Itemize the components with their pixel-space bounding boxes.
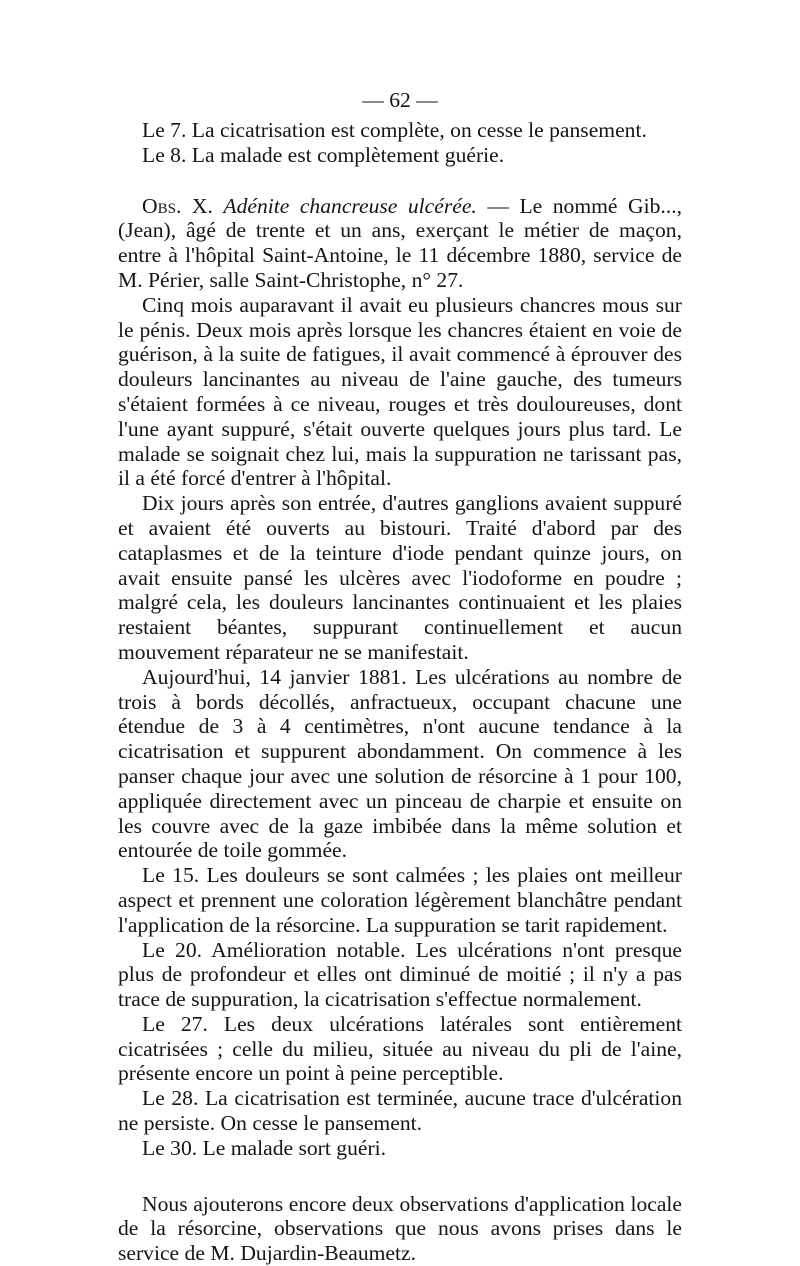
- paragraph-admission: Dix jours après son entrée, d'autres ganglions avaient suppuré et avaient été ouverts au bistouri. Traité d'abord par des cataplasmes et de la teinture d'iode pendant quinze jours, on avait ensuite pansé les ulcères avec l'iodoforme en poudre ; malgré cela, les douleurs lancinantes continuaient et les plaies restaient béantes, suppurant continuellement et aucun mouvement réparateur ne se manifestait.: [118, 491, 682, 664]
- paragraph-day-27: Le 27. Les deux ulcérations latérales sont entièrement cicatrisées ; celle du milieu, située au niveau du pli de l'aine, présente encore un point à peine perceptible.: [118, 1011, 682, 1086]
- paragraph-day-15: Le 15. Les douleurs se sont calmées ; les plaies ont meilleur aspect et prennent une coloration légèrement blanchâtre pendant l'application de la résorcine. La suppuration se tarit rapidement.: [118, 863, 682, 937]
- book-page: [118, 82, 682, 1266]
- paragraph-day-8: Le 8. La malade est complètement guérie.: [142, 142, 505, 167]
- observation-label: Obs. X.: [142, 193, 213, 218]
- paragraph-day-30: Le 30. Le malade sort guéri.: [142, 1135, 387, 1160]
- page-number: — 62 —: [362, 88, 438, 112]
- spacer: [118, 168, 682, 194]
- observation-heading-paragraph: [118, 194, 682, 293]
- paragraph-treatment: Aujourd'hui, 14 janvier 1881. Les ulcérations au nombre de trois à bords décollés, anfractueux, occupant chacune une étendue de 3 à 4 centimètres, n'ont aucune tendance à la cicatrisation et suppurent abondamment. On commence à les panser chaque jour avec une solution de résorcine à 1 pour 100, appliquée directement avec un pinceau de charpie et ensuite on les couvre avec de la gaze imbibée dans la même solution et entourée de toile gommée.: [118, 664, 682, 863]
- closing-paragraph: Nous ajouterons encore deux observations d'application locale de la résorcine, observations que nous avons prises dans le service de M. Dujardin-Beaumetz.: [118, 1191, 682, 1266]
- paragraph-day-28: Le 28. La cicatrisation est terminée, aucune trace d'ulcération ne persiste. On cesse le pansement.: [118, 1086, 682, 1136]
- paragraph-history: Cinq mois auparavant il avait eu plusieurs chancres mous sur le pénis. Deux mois après lorsque les chancres étaient en voie de guérison, à la suite de fatigues, il avait commencé à éprouver des douleurs lancinantes au niveau de l'aine gauche, des tumeurs s'étaient formées à ce niveau, rouges et très douloureuses, dont l'une ayant suppuré, s'était ouverte quelques jours plus tard. Le malade se soignait chez lui, mais la suppuration ne tarissant pas, il a été forcé d'entrer à l'hôpital.: [118, 292, 682, 491]
- observation-intro: — Le nommé Gib..., (Jean), âgé de trente et un ans, exerçant le métier de maçon, entre à l'hôpital Saint-Antoine, le 11 décembre 1880, service de M. Périer, salle Saint-Christophe, n° 27.: [118, 193, 683, 292]
- paragraph-day-20: Le 20. Amélioration notable. Les ulcérations n'ont presque plus de profondeur et elles ont diminué de moitié ; il n'y a pas trace de suppuration, la cicatrisation s'effectue normalement.: [118, 937, 682, 1012]
- observation-title: Adénite chancreuse ulcérée.: [223, 193, 477, 218]
- paragraph-day-7: Le 7. La cicatrisation est complète, on cesse le pansement.: [142, 118, 647, 142]
- spacer: [118, 1161, 682, 1192]
